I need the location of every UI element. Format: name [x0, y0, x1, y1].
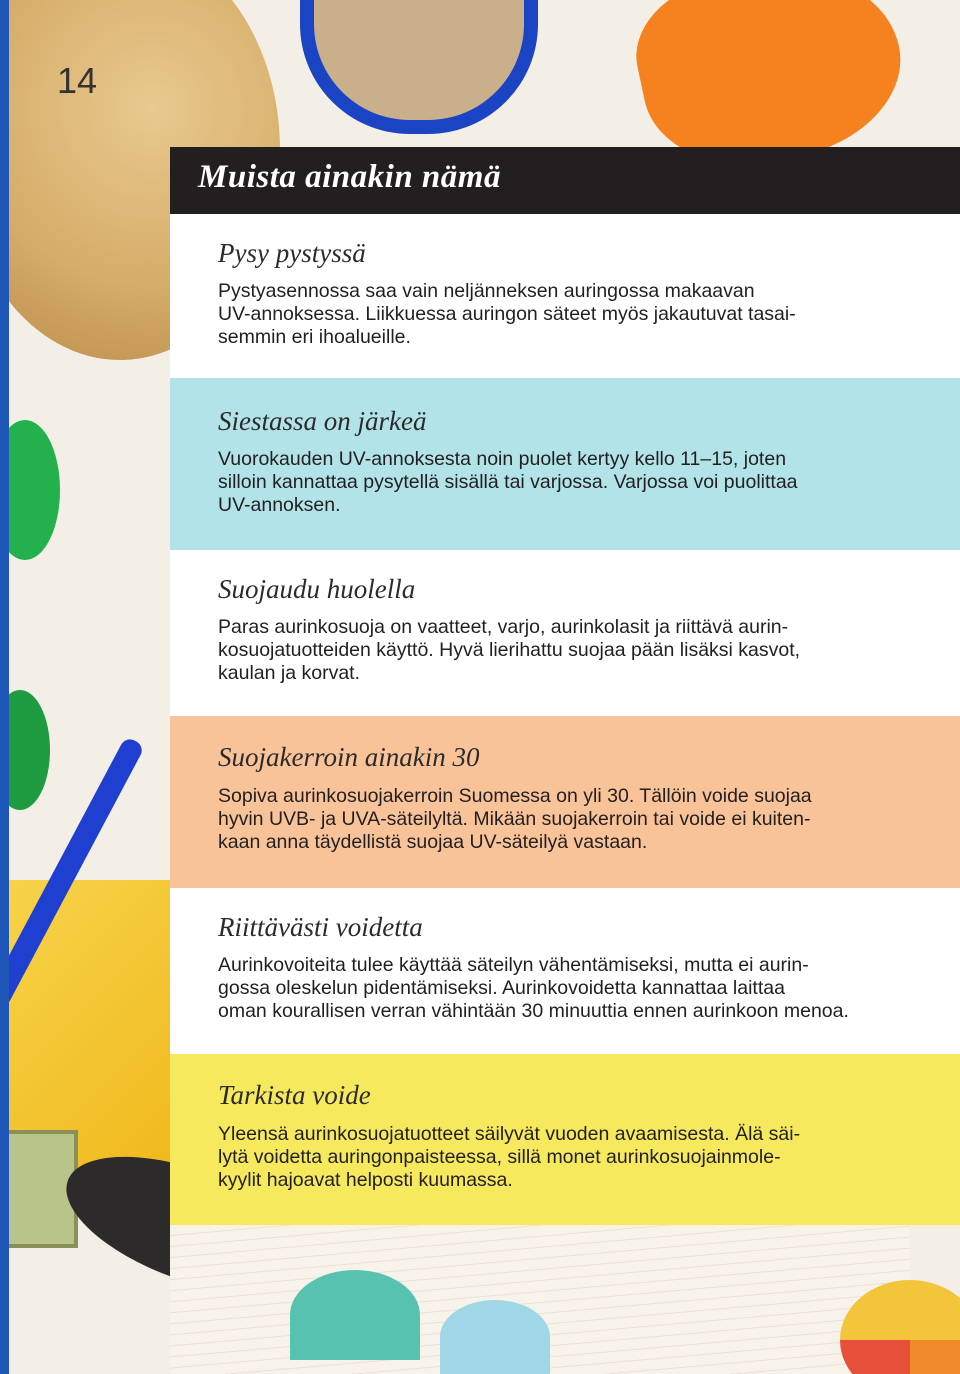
text-line: Paras aurinkosuoja on vaatteet, varjo, aurinkolasit ja riittävä aurin-	[218, 616, 789, 638]
sand-bucket-decoration	[300, 0, 538, 134]
section-suojakerroin	[170, 716, 960, 888]
text-line: Pystyasennossa saa vain neljänneksen auringossa makaavan	[218, 280, 755, 302]
cocktail-umbrella-decoration	[290, 1270, 420, 1360]
section-text	[218, 280, 908, 349]
section-text	[218, 785, 908, 854]
section-heading: Siestassa on järkeä	[218, 406, 427, 436]
text-line: kaan anna täydellistä suojaa UV-säteilyä vastaan.	[218, 831, 648, 853]
text-line: kosuojatuotteiden käyttö. Hyvä lierihattu suojaa pään lisäksi kasvot,	[218, 639, 801, 661]
text-line: Sopiva aurinkosuojakerroin Suomessa on yli 30. Tällöin voide suojaa	[218, 785, 812, 807]
section-tarkista-voide	[170, 1054, 960, 1225]
section-siestassa	[170, 378, 960, 550]
section-text	[218, 954, 908, 1023]
text-line: Yleensä aurinkosuojatuotteet säilyvät vuoden avaamisesta. Älä säi-	[218, 1123, 801, 1145]
section-heading: Suojaudu huolella	[218, 574, 416, 604]
section-heading: Tarkista voide	[218, 1080, 371, 1110]
page-number: 14	[57, 60, 98, 101]
section-heading: Riittävästi voidetta	[218, 912, 423, 942]
title-bar	[170, 147, 960, 214]
text-line: kaulan ja korvat.	[218, 662, 360, 684]
section-text	[218, 1123, 908, 1192]
text-line: silloin kannattaa pysytellä sisällä tai varjossa. Varjossa voi puolittaa	[218, 471, 798, 493]
text-line: semmin eri ihoalueille.	[218, 326, 411, 348]
text-line: Aurinkovoiteita tulee käyttää säteilyn vähentämiseksi, mutta ei aurin-	[218, 954, 809, 976]
text-line: UV-annoksessa. Liikkuessa auringon säteet myös jakautuvat tasai-	[218, 303, 796, 325]
text-line: oman kourallisen verran vähintään 30 minuuttia ennen aurinkoon menoa.	[218, 1000, 849, 1022]
section-suojaudu-huolella	[170, 550, 960, 716]
text-line: gossa oleskelun pidentämiseksi. Aurinkovoidetta kannattaa laittaa	[218, 977, 785, 999]
section-heading: Suojakerroin ainakin 30	[218, 742, 480, 772]
section-text	[218, 448, 908, 517]
text-line: hyvin UVB- ja UVA-säteilyltä. Mikään suojakerroin tai voide ei kuiten-	[218, 808, 811, 830]
text-line: kyylit hajoavat helposti kuumassa.	[218, 1169, 513, 1191]
section-pysy-pystyssa	[170, 214, 960, 378]
text-line: Vuorokauden UV-annoksesta noin puolet kertyy kello 11–15, joten	[218, 448, 787, 470]
text-line: lytä voidetta auringonpaisteessa, sillä monet aurinkosuojainmole-	[218, 1146, 781, 1168]
cocktail-umbrella-decoration	[440, 1300, 550, 1374]
page-title: Muista ainakin nämä	[198, 159, 501, 195]
text-line: UV-annoksen.	[218, 494, 341, 516]
blue-edge-decoration	[0, 0, 9, 1374]
green-ball-decoration	[0, 420, 60, 560]
section-heading: Pysy pystyssä	[218, 238, 366, 268]
section-text	[218, 616, 908, 685]
section-riittavasti-voidetta	[170, 888, 960, 1054]
